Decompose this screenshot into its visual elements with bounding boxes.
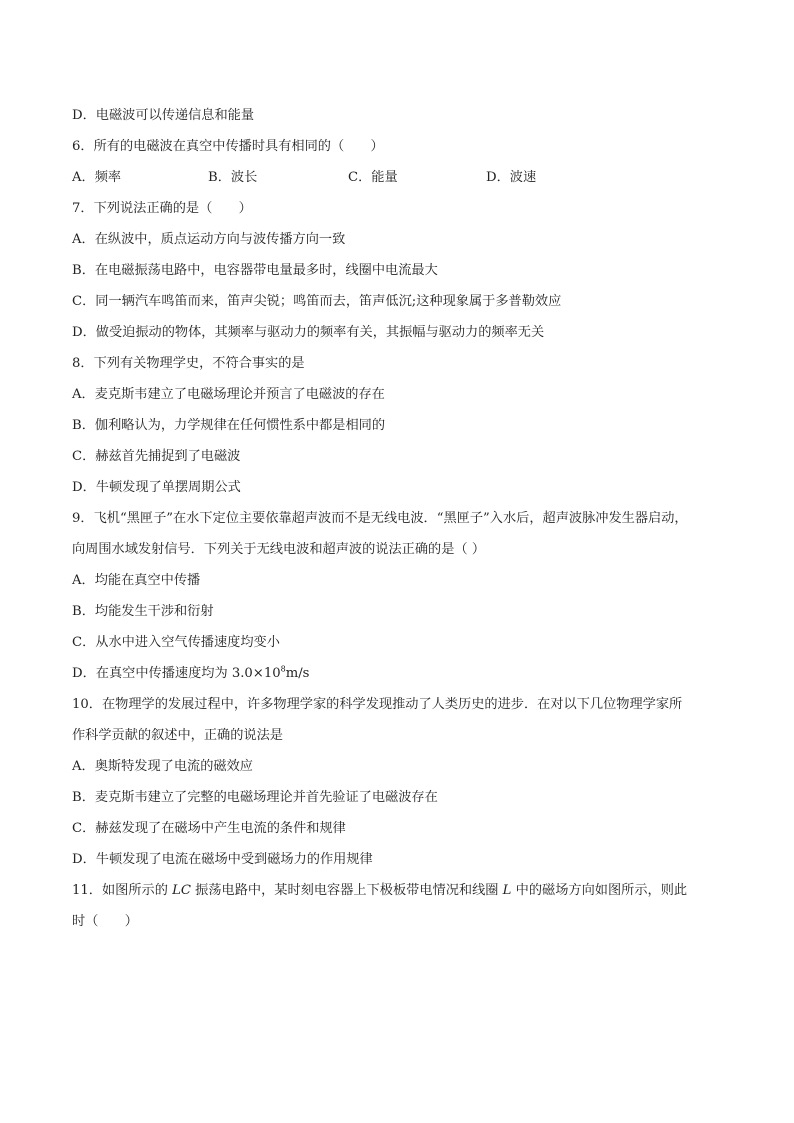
q10-option-d: D．牛顿发现了电流在磁场中受到磁场力的作用规律 bbox=[72, 852, 373, 867]
q9-option-d-exponent: 8 bbox=[280, 664, 286, 674]
q6-option-c: C．能量 bbox=[348, 170, 398, 185]
q6-options bbox=[72, 162, 732, 193]
q10-stem-line2: 作科学贡献的叙述中，正确的说法是 bbox=[72, 728, 283, 743]
q11-l-symbol: L bbox=[502, 883, 512, 898]
q6-option-a: A．频率 bbox=[72, 170, 122, 185]
q11-lc-symbol: LC bbox=[172, 883, 191, 898]
q7-option-c: C．同一辆汽车鸣笛而来，笛声尖锐；鸣笛而去，笛声低沉;这种现象属于多普勒效应 bbox=[72, 294, 562, 309]
q8-option-a: A．麦克斯韦建立了电磁场理论并预言了电磁波的存在 bbox=[72, 387, 385, 402]
q6-option-b: B．波长 bbox=[208, 170, 258, 185]
q8-stem: 8．下列有关物理学史，不符合事实的是 bbox=[72, 356, 305, 371]
q11-stem-part3: 中的磁场方向如图所示，则此 bbox=[511, 883, 688, 898]
q7-stem: 7．下列说法正确的是（ ） bbox=[72, 201, 252, 216]
q11-stem-part2: 振荡电路中，某时刻电容器上下极板带电情况和线圈 bbox=[190, 883, 503, 898]
q8-option-c: C．赫兹首先捕捉到了电磁波 bbox=[72, 449, 241, 464]
exam-page bbox=[72, 100, 732, 937]
q6-stem: 6．所有的电磁波在真空中传播时具有相同的（ ） bbox=[72, 139, 384, 154]
q9-option-c: C．从水中进入空气传播速度均变小 bbox=[72, 635, 280, 650]
q9-stem-line1: 9．飞机“黑匣子”在水下定位主要依靠超声波而不是无线电波．“黑匣子”入水后，超声波脉冲发生器启动， bbox=[72, 511, 688, 526]
q7-option-b: B．在电磁振荡电路中，电容器带电量最多时，线圈中电流最大 bbox=[72, 263, 438, 278]
q10-option-b: B．麦克斯韦建立了完整的电磁场理论并首先验证了电磁波存在 bbox=[72, 790, 438, 805]
q11-stem-part1: 11．如图所示的 bbox=[72, 883, 173, 898]
q9-option-d-text: D．在真空中传播速度均为 3.0×10 bbox=[72, 666, 281, 681]
q7-option-d: D．做受迫振动的物体，其频率与驱动力的频率有关，其振幅与驱动力的频率无关 bbox=[72, 325, 545, 340]
q9-stem-line2: 向周围水域发射信号．下列关于无线电波和超声波的说法正确的是（ ） bbox=[72, 542, 486, 557]
q9-option-d-unit: m/s bbox=[285, 666, 310, 681]
q11-stem-line2: 时（ ） bbox=[72, 914, 138, 929]
q11-stem-line1 bbox=[72, 875, 732, 906]
q6-option-d: D．波速 bbox=[486, 170, 537, 185]
q10-option-c: C．赫兹发现了在磁场中产生电流的条件和规律 bbox=[72, 821, 346, 836]
q8-option-b: B．伽利略认为，力学规律在任何惯性系中都是相同的 bbox=[72, 418, 386, 433]
q8-option-d: D．牛顿发现了单摆周期公式 bbox=[72, 480, 241, 495]
q9-option-b: B．均能发生干涉和衍射 bbox=[72, 604, 214, 619]
q5-option-d: D．电磁波可以传递信息和能量 bbox=[72, 108, 255, 123]
q9-option-a: A．均能在真空中传播 bbox=[72, 573, 201, 588]
q9-option-d bbox=[72, 658, 732, 689]
q10-stem-line1: 10．在物理学的发展过程中，许多物理学家的科学发现推动了人类历史的进步．在对以下几位物理学家所 bbox=[72, 697, 683, 712]
q10-option-a: A．奥斯特发现了电流的磁效应 bbox=[72, 759, 253, 774]
q7-option-a: A．在纵波中，质点运动方向与波传播方向一致 bbox=[72, 232, 346, 247]
